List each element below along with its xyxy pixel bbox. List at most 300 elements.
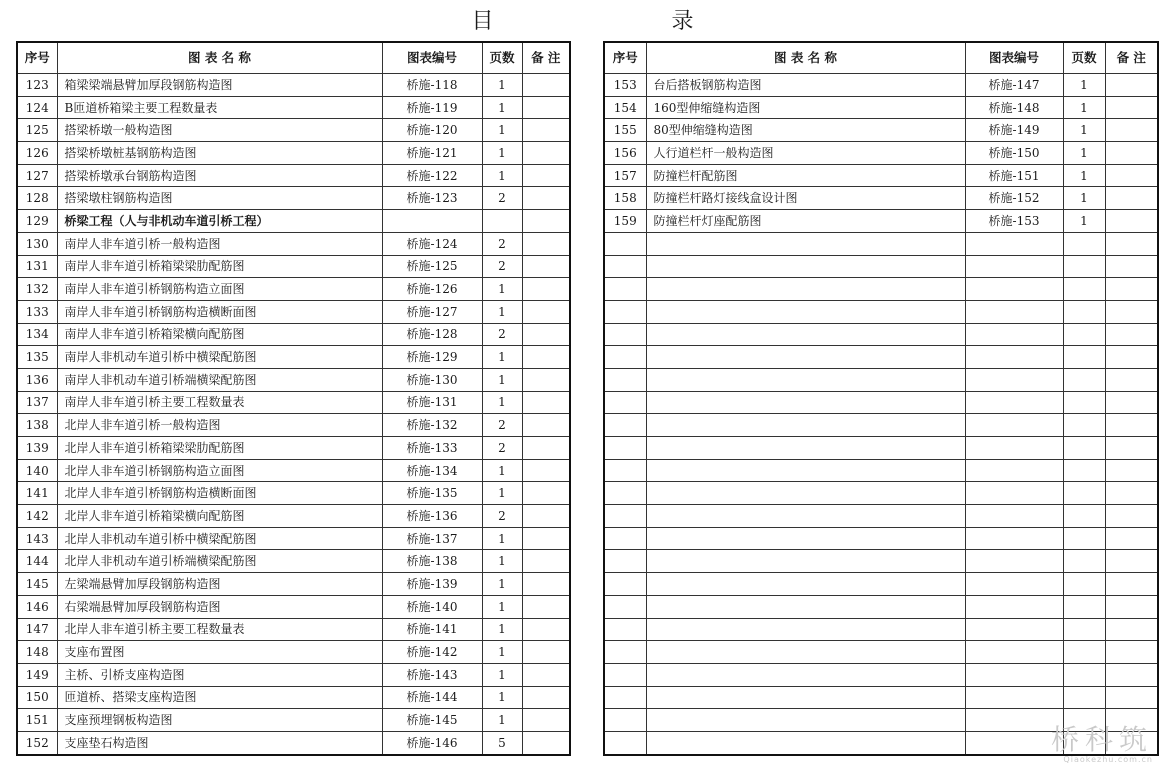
- empty-row: [604, 573, 1158, 596]
- empty-cell: [1105, 346, 1158, 369]
- row-number: 143: [17, 527, 57, 550]
- empty-cell: [604, 300, 646, 323]
- empty-cell: [1063, 641, 1105, 664]
- drawing-code: 桥施-134: [382, 459, 482, 482]
- empty-cell: [1063, 459, 1105, 482]
- note-cell: [1105, 187, 1158, 210]
- drawing-code: 桥施-118: [382, 74, 482, 97]
- empty-cell: [646, 482, 965, 505]
- drawing-name: 人行道栏杆一般构造图: [646, 142, 965, 165]
- drawing-name: 支座布置图: [57, 641, 382, 664]
- page-count: 1: [1063, 142, 1105, 165]
- page-count: 1: [482, 663, 522, 686]
- note-cell: [522, 527, 570, 550]
- empty-cell: [646, 437, 965, 460]
- table-row: [17, 731, 570, 754]
- drawing-name: 防撞栏杆路灯接线盒设计图: [646, 187, 965, 210]
- table-row: [17, 96, 570, 119]
- empty-cell: [604, 414, 646, 437]
- empty-cell: [604, 459, 646, 482]
- row-number: 129: [17, 210, 57, 233]
- row-number: 125: [17, 119, 57, 142]
- note-cell: [1105, 210, 1158, 233]
- drawing-code: 桥施-133: [382, 437, 482, 460]
- empty-row: [604, 482, 1158, 505]
- page-count: 1: [482, 550, 522, 573]
- index-table-left: [16, 41, 571, 756]
- row-number: 149: [17, 663, 57, 686]
- row-number: 128: [17, 187, 57, 210]
- empty-cell: [1105, 437, 1158, 460]
- note-cell: [522, 300, 570, 323]
- drawing-code: 桥施-132: [382, 414, 482, 437]
- table-row: [604, 119, 1158, 142]
- drawing-code: 桥施-151: [965, 164, 1063, 187]
- empty-cell: [646, 709, 965, 732]
- table-row: [17, 164, 570, 187]
- empty-row: [604, 368, 1158, 391]
- drawing-code: 桥施-144: [382, 686, 482, 709]
- drawing-name: 北岸人非车道引桥主要工程数量表: [57, 618, 382, 641]
- table-row: [604, 96, 1158, 119]
- empty-cell: [1105, 573, 1158, 596]
- empty-cell: [965, 300, 1063, 323]
- note-cell: [522, 686, 570, 709]
- drawing-name: 南岸人非车道引桥钢筋构造立面图: [57, 278, 382, 301]
- empty-cell: [646, 573, 965, 596]
- empty-cell: [1105, 391, 1158, 414]
- drawing-code: 桥施-147: [965, 74, 1063, 97]
- empty-cell: [604, 663, 646, 686]
- empty-cell: [646, 300, 965, 323]
- note-cell: [522, 391, 570, 414]
- note-cell: [522, 210, 570, 233]
- row-number: 141: [17, 482, 57, 505]
- table-row: [17, 414, 570, 437]
- empty-cell: [604, 346, 646, 369]
- page-count: 1: [482, 164, 522, 187]
- empty-cell: [1063, 391, 1105, 414]
- empty-cell: [1063, 550, 1105, 573]
- empty-cell: [965, 709, 1063, 732]
- note-cell: [522, 232, 570, 255]
- empty-row: [604, 550, 1158, 573]
- index-table-right: [603, 41, 1159, 756]
- header-name: 图 表 名 称: [57, 42, 382, 74]
- empty-cell: [646, 255, 965, 278]
- page-count: 1: [482, 482, 522, 505]
- table-row: [17, 595, 570, 618]
- note-cell: [522, 368, 570, 391]
- table-row: [17, 505, 570, 528]
- note-cell: [522, 278, 570, 301]
- header-pages: 页数: [1063, 42, 1105, 74]
- drawing-code: 桥施-131: [382, 391, 482, 414]
- table-row: [17, 550, 570, 573]
- note-cell: [522, 550, 570, 573]
- page-count: 1: [1063, 74, 1105, 97]
- empty-row: [604, 300, 1158, 323]
- empty-row: [604, 323, 1158, 346]
- empty-row: [604, 663, 1158, 686]
- table-row: [17, 618, 570, 641]
- empty-cell: [1105, 686, 1158, 709]
- drawing-name: 搭梁桥墩一般构造图: [57, 119, 382, 142]
- empty-cell: [1063, 255, 1105, 278]
- empty-cell: [965, 663, 1063, 686]
- page-count: 2: [482, 505, 522, 528]
- empty-row: [604, 437, 1158, 460]
- drawing-name: 北岸人非机动车道引桥端横梁配筋图: [57, 550, 382, 573]
- empty-cell: [1105, 300, 1158, 323]
- drawing-name: 南岸人非车道引桥箱梁横向配筋图: [57, 323, 382, 346]
- table-row: [604, 187, 1158, 210]
- empty-cell: [965, 323, 1063, 346]
- row-number: 142: [17, 505, 57, 528]
- empty-row: [604, 255, 1158, 278]
- empty-cell: [965, 437, 1063, 460]
- empty-cell: [646, 278, 965, 301]
- empty-cell: [965, 505, 1063, 528]
- drawing-name: 北岸人非车道引桥钢筋构造立面图: [57, 459, 382, 482]
- note-cell: [522, 346, 570, 369]
- note-cell: [522, 414, 570, 437]
- note-cell: [1105, 74, 1158, 97]
- empty-row: [604, 641, 1158, 664]
- row-number: 148: [17, 641, 57, 664]
- empty-cell: [1105, 663, 1158, 686]
- empty-cell: [604, 641, 646, 664]
- empty-cell: [1063, 527, 1105, 550]
- drawing-name: 北岸人非车道引桥钢筋构造横断面图: [57, 482, 382, 505]
- drawing-code: 桥施-136: [382, 505, 482, 528]
- drawing-code: 桥施-125: [382, 255, 482, 278]
- header-note: 备 注: [1105, 42, 1158, 74]
- page-count: 1: [482, 595, 522, 618]
- drawing-name: 160型伸缩缝构造图: [646, 96, 965, 119]
- empty-row: [604, 618, 1158, 641]
- row-number: 138: [17, 414, 57, 437]
- empty-cell: [965, 618, 1063, 641]
- table-row: [17, 300, 570, 323]
- table-row: [17, 278, 570, 301]
- table-row: [17, 527, 570, 550]
- empty-cell: [1063, 505, 1105, 528]
- note-cell: [522, 505, 570, 528]
- table-row: [17, 119, 570, 142]
- drawing-name: 搭梁桥墩承台钢筋构造图: [57, 164, 382, 187]
- row-number: 133: [17, 300, 57, 323]
- empty-cell: [1063, 573, 1105, 596]
- empty-cell: [1063, 663, 1105, 686]
- drawing-code: 桥施-153: [965, 210, 1063, 233]
- page-count: 2: [482, 437, 522, 460]
- drawing-code: 桥施-149: [965, 119, 1063, 142]
- empty-cell: [1063, 686, 1105, 709]
- empty-cell: [965, 368, 1063, 391]
- watermark-text: 桥科筑: [1050, 723, 1153, 756]
- page-count: 1: [482, 278, 522, 301]
- header-no: 序号: [17, 42, 57, 74]
- drawing-code: 桥施-130: [382, 368, 482, 391]
- drawing-code: 桥施-120: [382, 119, 482, 142]
- empty-cell: [646, 686, 965, 709]
- table-row: [17, 482, 570, 505]
- table-row: [17, 323, 570, 346]
- empty-cell: [965, 573, 1063, 596]
- row-number: 150: [17, 686, 57, 709]
- drawing-name: 搭梁桥墩桩基钢筋构造图: [57, 142, 382, 165]
- empty-cell: [965, 278, 1063, 301]
- row-number: 153: [604, 74, 646, 97]
- empty-cell: [1105, 368, 1158, 391]
- page-count: 2: [482, 187, 522, 210]
- row-number: 152: [17, 731, 57, 754]
- empty-cell: [646, 550, 965, 573]
- table-row: [17, 210, 570, 233]
- drawing-name: B匝道桥箱梁主要工程数量表: [57, 96, 382, 119]
- row-number: 144: [17, 550, 57, 573]
- page-count: 1: [482, 368, 522, 391]
- page-count: 1: [482, 573, 522, 596]
- drawing-code: 桥施-148: [965, 96, 1063, 119]
- table-row: [17, 641, 570, 664]
- empty-cell: [646, 618, 965, 641]
- table-row: [604, 210, 1158, 233]
- drawing-code: 桥施-138: [382, 550, 482, 573]
- empty-cell: [965, 391, 1063, 414]
- table-row: [17, 232, 570, 255]
- drawing-name: 北岸人非车道引桥箱梁横向配筋图: [57, 505, 382, 528]
- note-cell: [522, 323, 570, 346]
- row-number: 155: [604, 119, 646, 142]
- page-count: 1: [482, 74, 522, 97]
- empty-cell: [965, 255, 1063, 278]
- empty-cell: [604, 709, 646, 732]
- empty-cell: [1105, 232, 1158, 255]
- table-row: [17, 709, 570, 732]
- drawing-name: 左梁端悬臂加厚段钢筋构造图: [57, 573, 382, 596]
- empty-cell: [965, 232, 1063, 255]
- empty-cell: [965, 686, 1063, 709]
- page-count: 1: [1063, 96, 1105, 119]
- empty-row: [604, 232, 1158, 255]
- note-cell: [522, 663, 570, 686]
- table-row: [17, 573, 570, 596]
- drawing-code: 桥施-128: [382, 323, 482, 346]
- row-number: 132: [17, 278, 57, 301]
- empty-row: [604, 686, 1158, 709]
- empty-cell: [604, 232, 646, 255]
- drawing-name: 匝道桥、搭梁支座构造图: [57, 686, 382, 709]
- note-cell: [522, 731, 570, 754]
- table-row: [604, 164, 1158, 187]
- row-number: 151: [17, 709, 57, 732]
- empty-cell: [1063, 437, 1105, 460]
- drawing-code: 桥施-122: [382, 164, 482, 187]
- drawing-name: 支座预埋钢板构造图: [57, 709, 382, 732]
- drawing-code: 桥施-143: [382, 663, 482, 686]
- drawing-code: 桥施-142: [382, 641, 482, 664]
- drawing-code: 桥施-124: [382, 232, 482, 255]
- empty-cell: [1063, 278, 1105, 301]
- header-code: 图表编号: [965, 42, 1063, 74]
- drawing-name: 北岸人非机动车道引桥中横梁配筋图: [57, 527, 382, 550]
- table-row: [604, 142, 1158, 165]
- empty-cell: [604, 505, 646, 528]
- empty-cell: [1063, 414, 1105, 437]
- drawing-name: 北岸人非车道引桥一般构造图: [57, 414, 382, 437]
- drawing-code: 桥施-137: [382, 527, 482, 550]
- row-number: 145: [17, 573, 57, 596]
- table-row: [17, 187, 570, 210]
- header-code: 图表编号: [382, 42, 482, 74]
- empty-cell: [604, 482, 646, 505]
- drawing-name: 南岸人非机动车道引桥端横梁配筋图: [57, 368, 382, 391]
- empty-cell: [1105, 255, 1158, 278]
- row-number: 134: [17, 323, 57, 346]
- empty-cell: [604, 391, 646, 414]
- drawing-name: 右梁端悬臂加厚段钢筋构造图: [57, 595, 382, 618]
- page-count: 1: [482, 300, 522, 323]
- note-cell: [522, 641, 570, 664]
- table-row: [17, 74, 570, 97]
- table-row: [17, 391, 570, 414]
- empty-cell: [965, 595, 1063, 618]
- page-count: [482, 210, 522, 233]
- empty-row: [604, 278, 1158, 301]
- note-cell: [522, 74, 570, 97]
- empty-cell: [604, 618, 646, 641]
- empty-cell: [646, 323, 965, 346]
- empty-cell: [604, 278, 646, 301]
- drawing-code: 桥施-121: [382, 142, 482, 165]
- drawing-code: 桥施-141: [382, 618, 482, 641]
- page-count: 1: [1063, 119, 1105, 142]
- table-header-row: [17, 42, 570, 74]
- empty-row: [604, 414, 1158, 437]
- note-cell: [1105, 164, 1158, 187]
- drawing-code: 桥施-139: [382, 573, 482, 596]
- page-count: 1: [1063, 187, 1105, 210]
- empty-cell: [1105, 459, 1158, 482]
- empty-cell: [646, 346, 965, 369]
- drawing-code: 桥施-127: [382, 300, 482, 323]
- page-count: 1: [482, 459, 522, 482]
- drawing-code: 桥施-135: [382, 482, 482, 505]
- table-row: [604, 74, 1158, 97]
- empty-cell: [604, 550, 646, 573]
- empty-cell: [1063, 482, 1105, 505]
- drawing-code: 桥施-150: [965, 142, 1063, 165]
- row-number: 156: [604, 142, 646, 165]
- table-row: [17, 686, 570, 709]
- row-number: 137: [17, 391, 57, 414]
- table-row: [17, 437, 570, 460]
- empty-cell: [604, 368, 646, 391]
- empty-cell: [646, 391, 965, 414]
- drawing-name: 支座垫石构造图: [57, 731, 382, 754]
- drawing-name: 防撞栏杆配筋图: [646, 164, 965, 187]
- empty-cell: [1105, 618, 1158, 641]
- empty-cell: [1063, 300, 1105, 323]
- page-count: 1: [482, 119, 522, 142]
- drawing-name: 南岸人非车道引桥箱梁梁肋配筋图: [57, 255, 382, 278]
- empty-cell: [604, 686, 646, 709]
- row-number: 136: [17, 368, 57, 391]
- row-number: 127: [17, 164, 57, 187]
- table-row: [17, 346, 570, 369]
- drawing-code: 桥施-119: [382, 96, 482, 119]
- empty-cell: [1105, 505, 1158, 528]
- empty-row: [604, 505, 1158, 528]
- drawing-code: 桥施-129: [382, 346, 482, 369]
- drawing-name: 南岸人非车道引桥主要工程数量表: [57, 391, 382, 414]
- page-count: 1: [482, 709, 522, 732]
- empty-cell: [604, 731, 646, 754]
- drawing-name: 台后搭板钢筋构造图: [646, 74, 965, 97]
- drawing-code: 桥施-126: [382, 278, 482, 301]
- page-count: 2: [482, 414, 522, 437]
- page-count: 1: [1063, 164, 1105, 187]
- note-cell: [522, 437, 570, 460]
- drawing-name: 箱梁梁端悬臂加厚段钢筋构造图: [57, 74, 382, 97]
- empty-cell: [965, 550, 1063, 573]
- watermark: [1051, 725, 1153, 765]
- page-count: 1: [482, 346, 522, 369]
- note-cell: [522, 709, 570, 732]
- empty-cell: [1105, 414, 1158, 437]
- page-count: 2: [482, 255, 522, 278]
- empty-cell: [604, 255, 646, 278]
- drawing-code: [382, 210, 482, 233]
- empty-row: [604, 595, 1158, 618]
- page-count: 5: [482, 731, 522, 754]
- empty-cell: [1105, 278, 1158, 301]
- row-number: 139: [17, 437, 57, 460]
- page-count: 2: [482, 232, 522, 255]
- row-number: 140: [17, 459, 57, 482]
- empty-cell: [646, 505, 965, 528]
- page-count: 1: [482, 641, 522, 664]
- row-number: 131: [17, 255, 57, 278]
- row-number: 124: [17, 96, 57, 119]
- note-cell: [522, 119, 570, 142]
- empty-cell: [646, 731, 965, 754]
- header-name: 图 表 名 称: [646, 42, 965, 74]
- empty-cell: [1105, 527, 1158, 550]
- empty-row: [604, 527, 1158, 550]
- header-no: 序号: [604, 42, 646, 74]
- empty-cell: [646, 459, 965, 482]
- page-count: 1: [1063, 210, 1105, 233]
- drawing-code: 桥施-123: [382, 187, 482, 210]
- empty-cell: [646, 527, 965, 550]
- empty-cell: [604, 573, 646, 596]
- drawing-name: 防撞栏杆灯座配筋图: [646, 210, 965, 233]
- note-cell: [522, 142, 570, 165]
- empty-cell: [604, 323, 646, 346]
- drawing-code: 桥施-140: [382, 595, 482, 618]
- page-title: 目 录: [471, 9, 772, 34]
- empty-cell: [1105, 641, 1158, 664]
- empty-cell: [1063, 595, 1105, 618]
- empty-cell: [1105, 482, 1158, 505]
- drawing-name: 搭梁墩柱钢筋构造图: [57, 187, 382, 210]
- note-cell: [1105, 142, 1158, 165]
- empty-cell: [965, 482, 1063, 505]
- empty-row: [604, 391, 1158, 414]
